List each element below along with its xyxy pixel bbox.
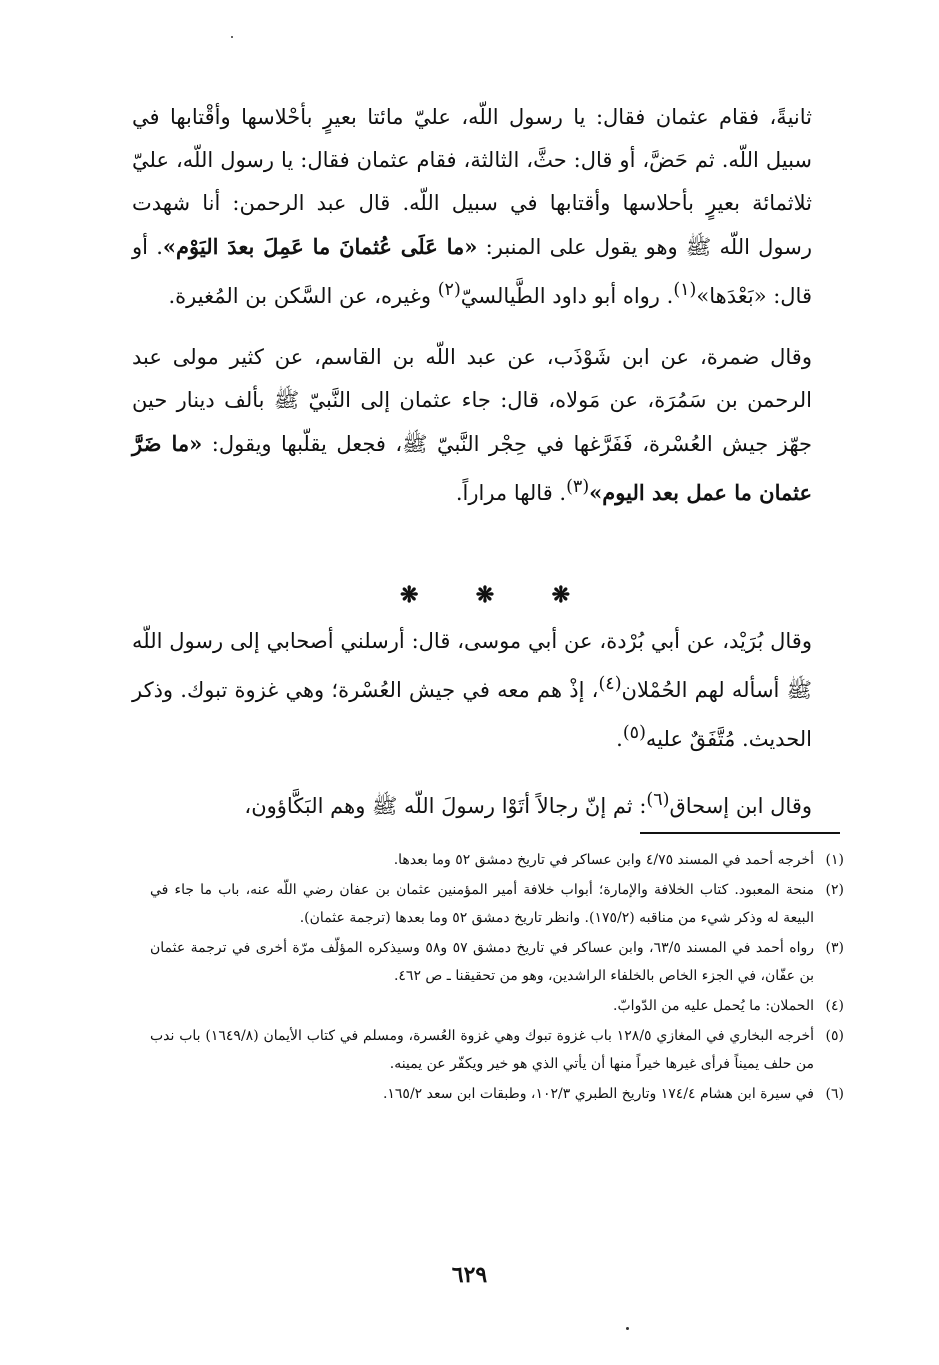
footnote-number: (١) (825, 852, 844, 868)
footnote-ref-3[interactable]: (٣) (566, 477, 590, 497)
footnote-number: (٥) (825, 1028, 844, 1044)
footnote-number: (٦) (825, 1086, 844, 1102)
footnote-number: (٣) (825, 940, 844, 956)
footnote-number: (٤) (825, 998, 844, 1014)
paragraph-4: وقال ابن إسحاق$^{(٦)}$: ثم إنّ رجالاً أتَوْا رسولَ اللّه ﷺ وهم البَكَّاؤون، (244, 790, 812, 818)
paragraph-3: وقال بُرَيْد، عن أبي بُرْدة، عن أبي موسى، قال: أرسلني أصحابي إلى رسول اللّه ﷺ أسأله لهم الحُمْلان$^{(٤)}$، إذْ هم معه في جيش العُسْرة؛ وهي غزوة تبوك. وذكر الحديث. مُتَّفَقٌ عليه$^{(٥)}$. (132, 629, 812, 751)
section-divider-stars (400, 580, 570, 610)
main-text (132, 96, 812, 515)
star-ornament: ❋ (400, 582, 419, 608)
footnote-ref-4[interactable]: (٤) (598, 674, 622, 694)
footnote-ref-6[interactable]: (٦) (646, 790, 670, 810)
footnote-text: رواه أحمد في المسند ٦٣/٥، وابن عساكر في تاريخ دمشق ٥٧ و٥٨ وسيذكره المؤلّف مرّة أخرى في ترجمة عثمان بن عفّان، في الجزء الخاص بالخلفاء الراشدين، وهو من تحقيقنا ـ ص ٤٦٢. (150, 940, 814, 984)
scan-speck-bottom (626, 1327, 629, 1330)
footnote-text: أخرجه البخاري في المغازي ١٢٨/٥ باب غزوة تبوك وهي غزوة العُسرة، ومسلم في كتاب الأيمان (١٦٤٩/٨) باب ندب من حلف يميناً فرأى غيرها خيراً منها أن يأتي الذي هو خير ويكفّر عن يمينه. (150, 1028, 815, 1072)
footnote-text: أخرجه أحمد في المسند ٤/٧٥ وابن عساكر في تاريخ دمشق ٥٢ وما بعدها. (393, 852, 814, 868)
main-text-continued (132, 620, 812, 828)
footnote-item (150, 1022, 844, 1078)
footnote-item (150, 992, 844, 1020)
footnote-item (150, 934, 844, 990)
scan-speck-top (231, 36, 233, 38)
footnote-item (150, 876, 844, 932)
footnote-text: في سيرة ابن هشام ١٧٤/٤ وتاريخ الطبري ١٠٢/٣، وطبقات ابن سعد ١٦٥/٢. (382, 1086, 814, 1102)
hadith-quote-2: «ما ضَرَّ عثمان ما عمل بعد اليوم» (132, 431, 812, 505)
page-number: ٦٢٩ (451, 1262, 488, 1288)
paragraph-2: وقال ضمرة، عن ابن شَوْذَب، عن عبد اللّه بن القاسم، عن كثير مولى عبد الرحمن بن سَمُرَة، عن مَولاه، قال: جاء عثمان إلى النَّبيّ ﷺ بألف دينار حين جهّز جيش العُسْرة، فَفَرَّغها في حِجْر النَّبيّ ﷺ، فجعل يقلّبها ويقول: «ما ضَرَّ عثمان ما عمل بعد اليوم»$^{(٣)}$. قالها مراراً. (132, 345, 812, 505)
footnote-separator (640, 832, 840, 834)
footnote-ref-2[interactable]: (٢) (437, 280, 461, 300)
footnote-text: الحملان: ما يُحمل عليه من الدّوابّ. (613, 998, 814, 1014)
footnote-number: (٢) (825, 882, 844, 898)
footnote-ref-1[interactable]: (١) (673, 280, 697, 300)
star-ornament: ❋ (551, 582, 570, 608)
footnote-item (150, 846, 844, 874)
footnote-item (150, 1080, 844, 1108)
paragraph-1: ثانيةً، فقام عثمان فقال: يا رسول اللّه، عليّ مائتا بعيرٍ بأحْلاسها وأقْتابها في سبيل اللّه. ثم حَضَّ، أو قال: حثَّ، الثالثة، فقام عثمان فقال: يا رسول اللّه، عليّ ثلاثمائة بعيرٍ بأحلاسها وأقتابها في سبيل اللّه. قال عبد الرحمن: أنا شهدت رسول اللّه ﷺ وهو يقول على المنبر: «ما عَلَى عُثمانَ ما عَمِلَ بعدَ اليَوْم». أو قال: «بَعْدَها»$^{(١)}$. رواه أبو داود الطَّيالسيّ$^{(٢)}$ وغيره، عن السَّكن بن المُغيرة. (132, 105, 813, 308)
footnote-text: منحة المعبود. كتاب الخلافة والإمارة؛ أبواب خلافة أمير المؤمنين عثمان بن عفان رضي اللّه عنه، باب ما جاء في البيعة له وذكر شيء من مناقبه (١٧٥/٢). وانظر تاريخ دمشق ٥٢ وما بعدها (ترجمة عثمان). (150, 882, 814, 926)
footnotes (150, 846, 844, 1108)
hadith-quote-1: «ما عَلَى عُثمانَ ما عَمِلَ بعدَ اليَوْم» (162, 234, 478, 259)
star-ornament: ❋ (475, 582, 495, 608)
footnote-ref-5[interactable]: (٥) (622, 723, 646, 743)
